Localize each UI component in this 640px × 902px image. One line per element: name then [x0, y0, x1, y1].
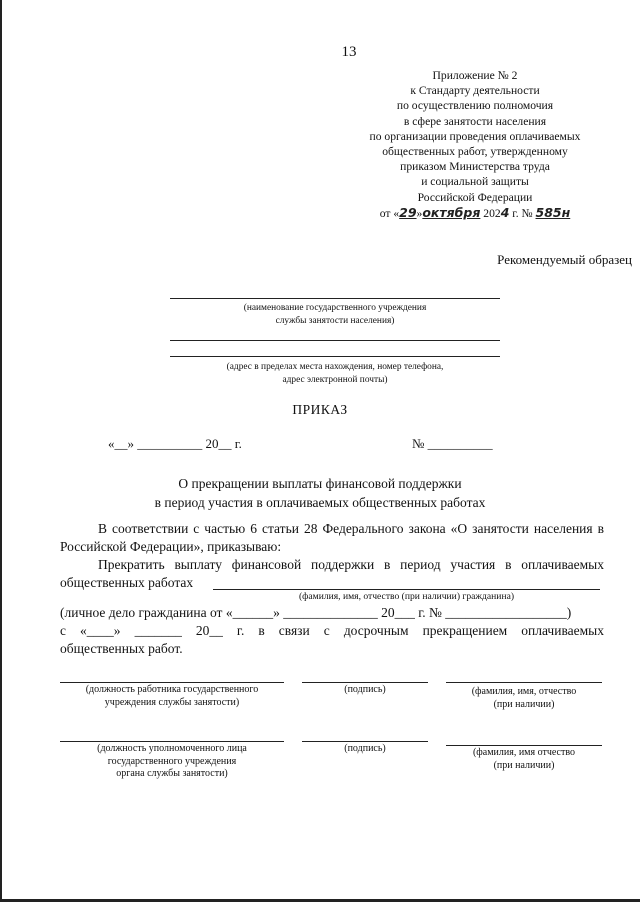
citizen-name-line: [213, 589, 600, 590]
paragraph-text: общественных работ.: [60, 641, 183, 656]
recommended-sample-label: Рекомендуемый образец: [497, 252, 632, 267]
appendix-line: Российской Федерации: [417, 190, 533, 204]
caption-line: государственного учреждения: [107, 755, 237, 767]
paragraph-text: В соответствии с частью 6 статьи 28 Федерального закона «О занятости населения в Российской Федерации», приказываю:: [60, 521, 604, 555]
caption-line: органа службы занятости): [116, 768, 228, 780]
paragraph-stop-line-4: [60, 622, 604, 640]
caption-line: адрес электронной почты): [282, 374, 388, 385]
signature2-position-line: [60, 741, 284, 742]
paragraph-legal-basis: [60, 520, 604, 556]
appendix-line: Приложение № 2: [432, 69, 518, 82]
number-prefix: г. №: [512, 206, 533, 220]
signature1-position-caption: [60, 684, 284, 709]
paragraph-stop-line-3: [60, 604, 604, 622]
handwritten-month: октября: [422, 204, 481, 220]
caption-line: (должность работника государственного: [85, 684, 259, 695]
appendix-line: приказом Министерства труда: [400, 160, 550, 174]
caption-line: (наименование государственного учреждения: [243, 303, 427, 313]
signature1-sign-caption: (подпись): [344, 684, 386, 695]
handwritten-day: 29: [399, 204, 417, 220]
date-mid: »: [416, 206, 423, 220]
caption-line: (фамилия, имя, отчество: [471, 686, 577, 697]
signature1-name-caption: [446, 686, 602, 711]
paragraph-text: общественных работах: [60, 575, 194, 590]
paragraph-text: Прекратить выплату финансовой поддержки в период участия в оплачиваемых: [98, 557, 604, 572]
signature1-position-line: [60, 682, 284, 683]
caption-line: (при наличии): [493, 759, 555, 771]
citizen-name-caption: (фамилия, имя, отчество (при наличии) гражданина): [298, 591, 515, 602]
signature2-name-caption: [446, 747, 602, 772]
paragraph-text: с «____» _______ 20__ г. в связи с досрочным прекращением оплачиваемых: [60, 623, 604, 638]
org-name-caption: [170, 302, 500, 327]
appendix-line: и социальной защиты: [421, 175, 529, 189]
caption-line: службы занятости населения): [275, 315, 395, 326]
caption-line: (при наличии): [493, 698, 555, 710]
org-name-line: [170, 298, 500, 299]
appendix-line: в сфере занятости населения: [403, 114, 547, 128]
caption-line: учреждения службы занятости): [104, 696, 240, 708]
caption-line: (должность уполномоченного лица: [97, 743, 247, 754]
address-caption: [170, 361, 500, 386]
caption-line: (адрес в пределах места нахождения, номер телефона,: [226, 362, 444, 372]
handwritten-number: 585н: [535, 204, 571, 220]
paragraph-stop-line-5: [60, 640, 604, 658]
scan-edge-left: [0, 0, 2, 902]
address-line-2: [170, 356, 500, 357]
handwritten-year-digit: 4: [500, 204, 510, 220]
signature2-sign-caption: (подпись): [344, 743, 386, 754]
year-prefix: 202: [483, 206, 501, 220]
signature2-sign-line: [302, 741, 428, 742]
appendix-line: к Стандарту деятельности: [410, 84, 540, 98]
appendix-date-line: [340, 205, 610, 221]
appendix-line: по организации проведения оплачиваемых: [369, 129, 581, 143]
appendix-line: общественных работ, утвержденному: [382, 145, 568, 159]
document-title: ПРИКАЗ: [292, 402, 348, 417]
signature2-position-caption: [60, 743, 284, 781]
order-number-line: № __________: [412, 436, 493, 451]
appendix-line: по осуществлению полномочия: [396, 99, 554, 113]
appendix-block: [340, 68, 610, 221]
heading-line: в период участия в оплачиваемых общественных работах: [154, 495, 486, 510]
signature1-sign-line: [302, 682, 428, 683]
paragraph-text: (личное дело гражданина от «______» ______________ 20___ г. № __________________): [60, 605, 572, 620]
paragraph-stop-line-1: [60, 556, 604, 574]
caption-line: (фамилия, имя отчество: [472, 747, 576, 758]
order-heading: [0, 474, 640, 512]
page-number: 13: [341, 44, 357, 60]
heading-line: О прекращении выплаты финансовой поддержки: [178, 476, 462, 491]
date-prefix: от «: [379, 206, 400, 220]
signature2-name-line: [446, 745, 602, 746]
order-date-line: «__» __________ 20__ г.: [108, 436, 242, 451]
address-line-1: [170, 340, 500, 341]
signature1-name-line: [446, 682, 602, 683]
